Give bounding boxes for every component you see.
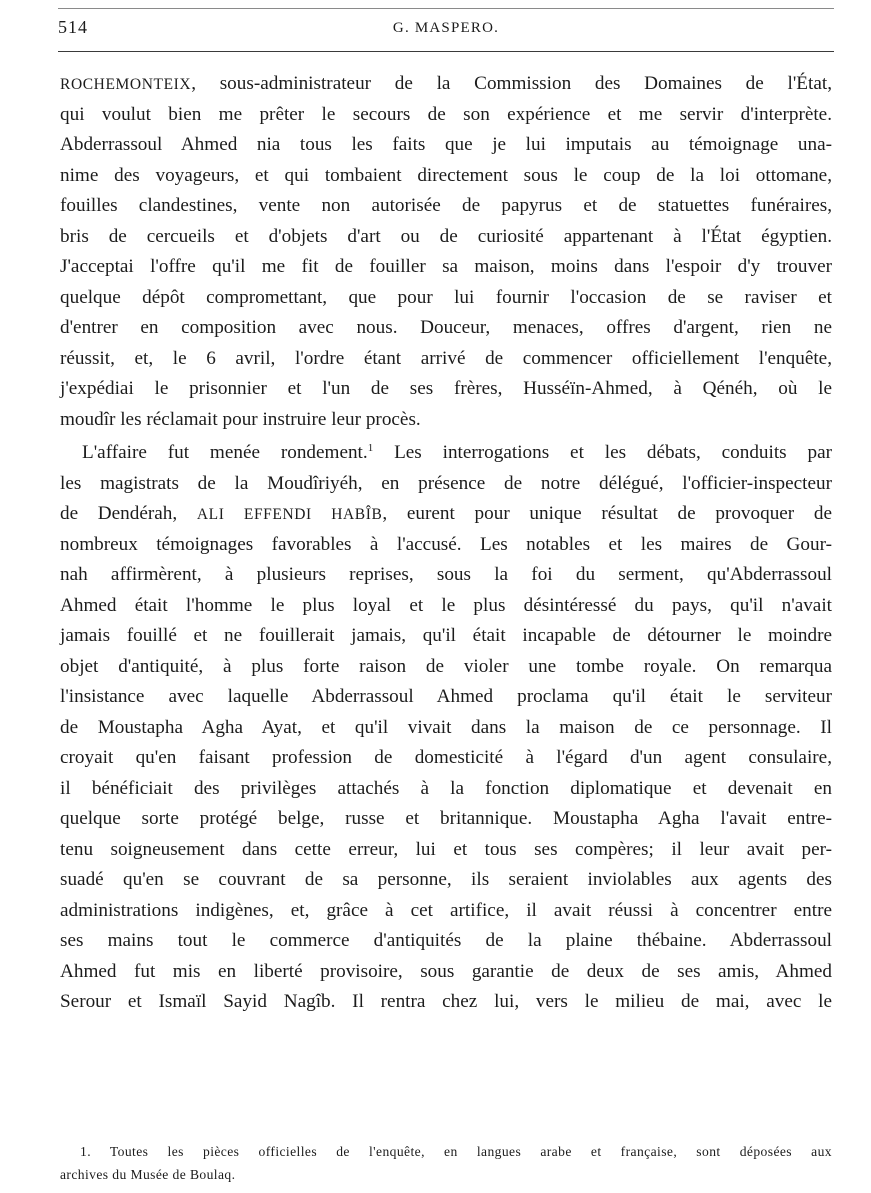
text-line: Ahmed était l'homme le plus loyal et le plus désintéressé du pays, qu'il n'avait <box>60 594 832 616</box>
footnote-line: archives du Musée de Boulaq. <box>60 1167 236 1182</box>
text-line: de Dendérah, ALI EFFENDI HABÎB, eurent pour unique résultat de provoquer de <box>60 503 832 524</box>
text-line: nime des voyageurs, et qui tombaient directement sous le coup de la loi ottomane, <box>60 164 832 186</box>
page-number: 514 <box>58 17 88 37</box>
text-line: croyait qu'en faisant profession de domesticité à l'égard d'un agent consulaire, <box>60 747 832 768</box>
text-line: J'acceptai l'offre qu'il me fit de fouiller sa maison, moins dans l'espoir d'y trouver <box>60 256 832 277</box>
text-line: quelque sorte protégé belge, russe et britannique. Moustapha Agha l'avait entre- <box>60 808 832 829</box>
text-line: de Moustapha Agha Ayat, et qu'il vivait dans la maison de ce personnage. Il <box>60 716 832 738</box>
text-line: réussit, et, le 6 avril, l'ordre étant arrivé de commencer officiellement l'enquête, <box>60 347 832 369</box>
text-line: Ahmed fut mis en liberté provisoire, sous garantie de deux de ses amis, Ahmed <box>60 960 832 982</box>
text-line: les magistrats de la Moudîriyéh, en présence de notre délégué, l'officier-inspecteur <box>60 472 832 494</box>
text-line: nombreux témoignages favorables à l'accusé. Les notables et les maires de Gour- <box>60 533 832 555</box>
top-rule <box>58 8 834 9</box>
text-line: nah affirmèrent, à plusieurs reprises, sous la foi du serment, qu'Abderrassoul <box>60 564 832 585</box>
text-line: administrations indigènes, et, grâce à cet artifice, il avait réussi à concentrer entre <box>60 899 832 921</box>
text-line: fouilles clandestines, vente non autorisée de papyrus et de statuettes funéraires, <box>60 195 832 216</box>
text-line: jamais fouillé et ne fouillerait jamais, qu'il était incapable de détourner le moindre <box>60 625 832 646</box>
text-line: suadé qu'en se couvrant de sa personne, ils seraient inviolables aux agents des <box>60 869 832 890</box>
text-line: tenu soigneusement dans cette erreur, lui et tous ses compères; il leur avait per- <box>60 838 832 860</box>
footnote-marker: 1 <box>367 442 374 454</box>
text-line: objet d'antiquité, à plus forte raison de violer une tombe royale. On remarqua <box>60 655 832 677</box>
small-caps-name: ALI EFFENDI HABÎB <box>196 506 383 523</box>
paragraph <box>60 438 832 1018</box>
footnote-line: 1. Toutes les pièces officielles de l'enquête, en langues arabe et française, sont déposées aux <box>80 1144 832 1159</box>
text-line: quelque dépôt compromettant, que pour lui fournir l'occasion de se raviser et <box>60 286 832 308</box>
text-line: il bénéficiait des privilèges attachés à la fonction diplomatique et devenait en <box>60 777 832 799</box>
footnote <box>60 1140 832 1186</box>
text-line: qui voulut bien me prêter le secours de son expérience et me servir d'interprète. <box>60 103 832 125</box>
text-line: moudîr les réclamait pour instruire leur procès. <box>60 408 421 430</box>
text-line: ROCHEMONTEIX, sous-administrateur de la Commission des Domaines de l'État, <box>60 73 832 94</box>
small-caps-name: ROCHEMONTEIX <box>60 76 192 93</box>
text-line: l'insistance avec laquelle Abderrassoul Ahmed proclama qu'il était le serviteur <box>60 686 832 707</box>
text-line: d'entrer en composition avec nous. Douceur, menaces, offres d'argent, rien ne <box>60 317 832 338</box>
header-rule <box>58 51 834 52</box>
text-line: L'affaire fut menée rondement.$^1$ Les interrogations et les débats, conduits par <box>82 442 832 463</box>
paragraph <box>60 69 832 435</box>
running-head: G. MASPERO. <box>392 20 500 36</box>
text-line: ses mains tout le commerce d'antiquités de la plaine thébaine. Abderrassoul <box>60 930 832 951</box>
text-line: Serour et Ismaïl Sayid Nagîb. Il rentra chez lui, vers le milieu de mai, avec le <box>60 991 832 1012</box>
text-line: j'expédiai le prisonnier et l'un de ses frères, Husséïn-Ahmed, à Qénéh, où le <box>60 378 832 399</box>
body-text <box>60 69 832 1018</box>
text-line: bris de cercueils et d'objets d'art ou de curiosité appartenant à l'État égyptien. <box>60 225 832 247</box>
text-line: Abderrassoul Ahmed nia tous les faits que je lui imputais au témoignage una- <box>60 134 832 155</box>
